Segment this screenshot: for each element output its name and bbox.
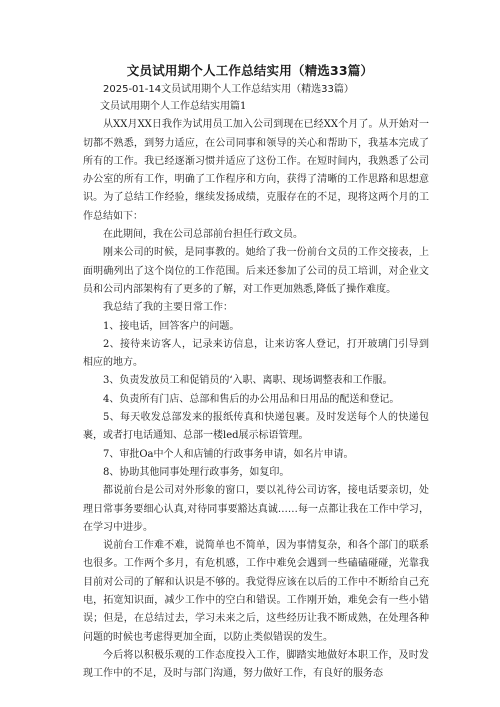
- paragraph: 说前台工作难不难，说简单也不简单，因为事情复杂，和各个部门的联系也很多。工作两个多月，有危机感，工作中难免会遇到一些磕磕碰碰，光靠我目前对公司的了解和认识是不够的。我觉得应该在以后的工作中不断给自己充电，拓宽知识面，减少工作中的空白和错误。工作刚开始，难免会有一些小错误；但是，在总结过去，学习未来之后，这些经历让我不断成熟，在处理各种问题的时候也考虑得更加全面，以防止类似错误的发生。: [83, 540, 429, 643]
- paragraph: 今后将以积极乐观的工作态度投入工作，脚踏实地做好本职工作，及时发现工作中的不足，及时与部门沟通，努力做好工作，有良好的服务态: [83, 649, 429, 680]
- paragraph: 都说前台是公司对外形象的窗口，要以礼待公司访客，接电话要亲切，处理日常事务要细心认真,对待同事要豁达真诚……每一点都让我在工作中学习，在学习中进步。: [83, 485, 429, 533]
- paragraph: 在此期间，我在公司总部前台担任行政文员。: [103, 229, 303, 241]
- list-item: 3、负责发放员工和促销员的‘入职、离职、现场调整表和工作服。: [103, 375, 393, 387]
- paragraph: 我总结了我的主要日常工作：: [103, 302, 233, 314]
- list-item: 2、接待来访客人，记录来访信息，让来访客人登记，打开玻璃门引导到相应的地方。: [83, 338, 429, 369]
- list-item: 1、接电话，回答客户的问题。: [103, 320, 240, 332]
- document-body: [83, 98, 429, 684]
- paragraph: 从XX月XX日我作为试用员工加入公司到现在已经XX个月了。从开始对一切都不熟悉，到努力适应，在公司同事和领导的关心和帮助下，我基本完成了所有的工作。我已经逐渐习惯并适应了这份工作。在短时间内，我熟悉了公司办公室的所有工作，明确了工作程序和方向，获得了清晰的工作思路和思想意识。为了总结工作经验，继续发扬成绩，克服存在的不足，现将这两个月的工作总结如下：: [83, 119, 429, 222]
- list-item: 8、协助其他同事处理行政事务，如复印。: [103, 466, 290, 478]
- list-item: 5、每天收发总部发来的报纸传真和快递包裹。及时发送每个人的快递包裹，或者打电话通知、总部一楼led展示标语管理。: [83, 412, 429, 442]
- list-item: 7、审批Oa中个人和店铺的行政事务申请，如名片申请。: [103, 448, 354, 460]
- list-item: 4、负责所有门店、总部和售后的办公用品和日用品的配送和登记。: [103, 393, 400, 405]
- document-title: 文员试用期个人工作总结实用（精选33篇）: [126, 63, 374, 78]
- paragraph: 刚来公司的时候，是同事教的。她给了我一份前台文员的工作交接表，上面明确列出了这个岗位的工作范围。后来还参加了公司的员工培训，对企业文员和公司内部架构有了更多的了解，对工作更加熟悉,降低了操作难度。: [83, 247, 429, 295]
- section-subtitle: 文员试用期个人工作总结实用篇1: [100, 101, 247, 112]
- document-meta-line: 2025-01-14文员试用期个人工作总结实用（精选33篇）: [103, 84, 354, 95]
